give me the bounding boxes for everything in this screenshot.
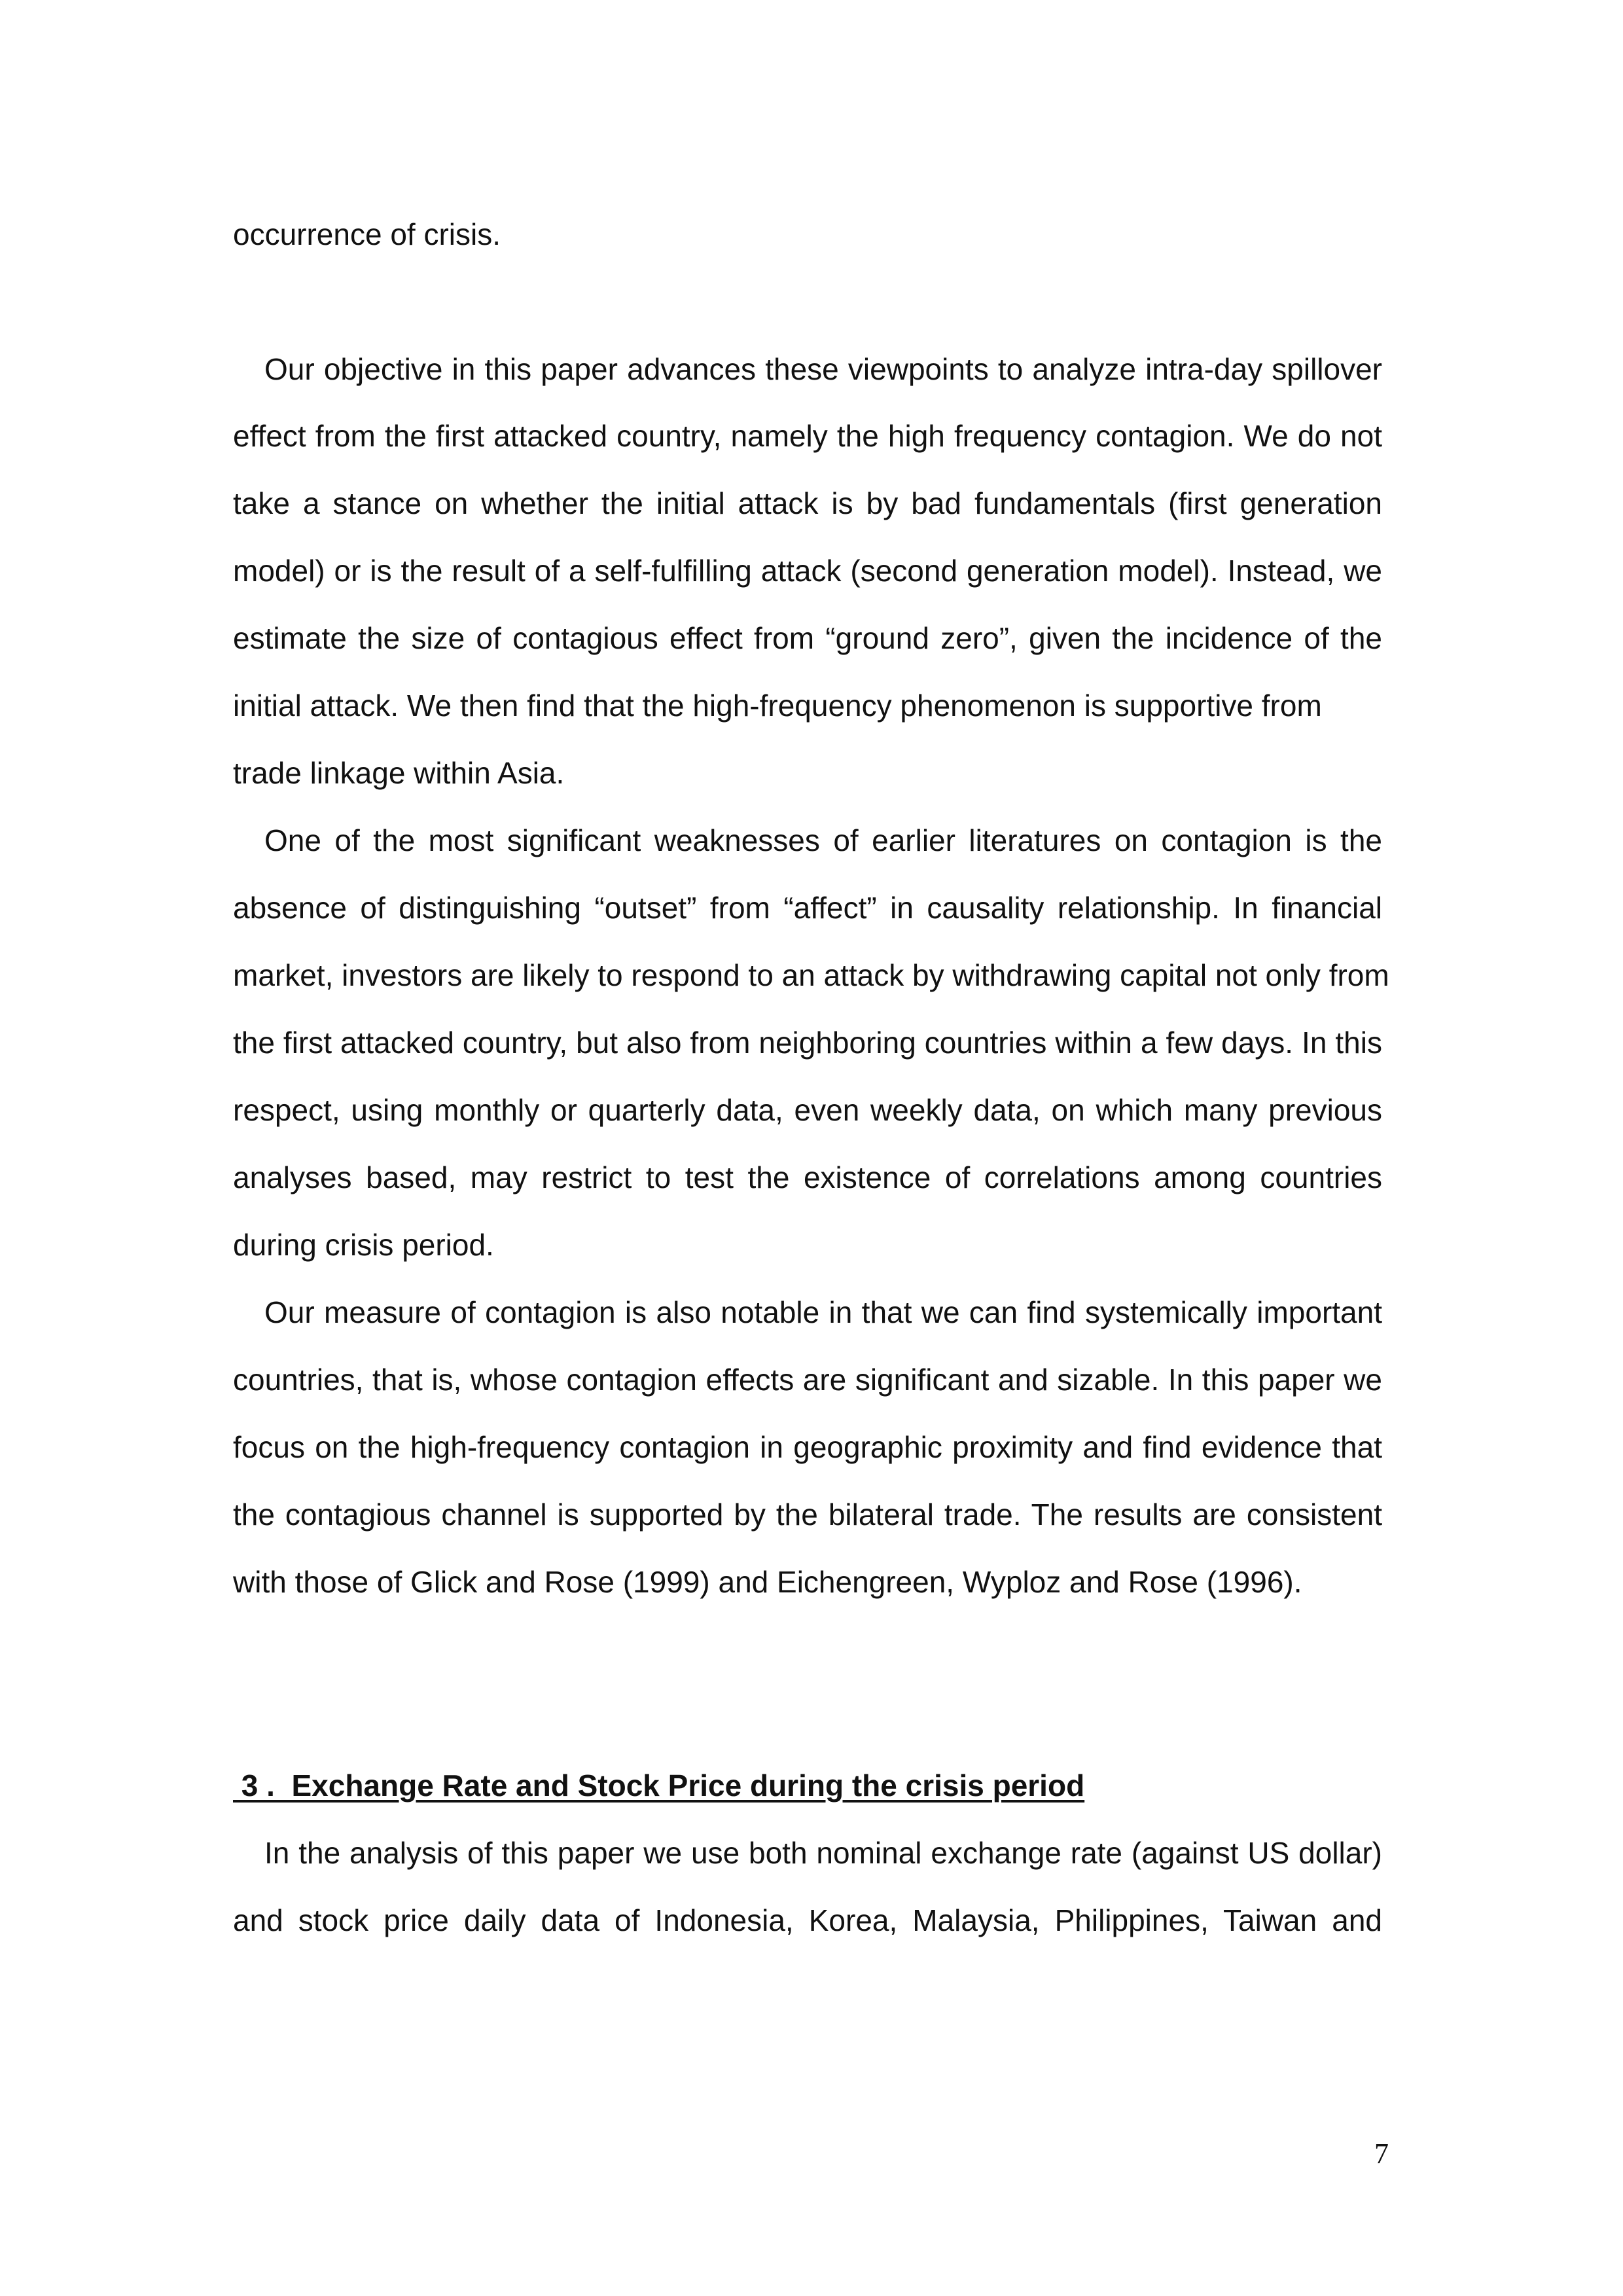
text-line: market, investors are likely to respond to an attack by withdrawing capital not only from [233, 958, 1389, 992]
text-line: Our objective in this paper advances these viewpoints to analyze intra-day spillover [264, 352, 1382, 386]
text-line: effect from the first attacked country, namely the high frequency contagion. We do not [233, 419, 1382, 453]
text-line: analyses based, may restrict to test the existence of correlations among countries [233, 1160, 1382, 1194]
text-line: focus on the high-frequency contagion in geographic proximity and find evidence that [233, 1430, 1382, 1464]
text-line: take a stance on whether the initial attack is by bad fundamentals (first generation [233, 486, 1382, 520]
text-line: the contagious channel is supported by the bilateral trade. The results are consistent [233, 1498, 1382, 1532]
text-line: during crisis period. [233, 1228, 494, 1262]
text-line: absence of distinguishing “outset” from “affect” in causality relationship. In financial [233, 891, 1382, 925]
text-line: the first attacked country, but also from neighboring countries within a few days. In this [233, 1026, 1382, 1060]
text-line: trade linkage within Asia. [233, 756, 565, 790]
text-line: and stock price daily data of Indonesia, Korea, Malaysia, Philippines, Taiwan and [233, 1903, 1382, 1937]
section-heading: 3 . Exchange Rate and Stock Price during the crisis period [233, 1768, 1085, 1803]
text-line: occurrence of crisis. [233, 217, 501, 251]
text-line: initial attack. We then find that the high-frequency phenomenon is supportive from [233, 689, 1322, 723]
text-line: One of the most significant weaknesses of earlier literatures on contagion is the [264, 823, 1382, 857]
text-line: model) or is the result of a self-fulfilling attack (second generation model). Instead, we [233, 554, 1382, 588]
text-line: with those of Glick and Rose (1999) and Eichengreen, Wyploz and Rose (1996). [233, 1565, 1302, 1599]
text-line: Our measure of contagion is also notable in that we can find systemically important [264, 1295, 1382, 1329]
text-line: estimate the size of contagious effect from “ground zero”, given the incidence of the [233, 621, 1382, 655]
text-line: respect, using monthly or quarterly data, even weekly data, on which many previous [233, 1093, 1382, 1127]
text-line: In the analysis of this paper we use both nominal exchange rate (against US dollar) [264, 1836, 1382, 1870]
page-number: 7 [1374, 2138, 1389, 2170]
text-line: countries, that is, whose contagion effects are significant and sizable. In this paper we [233, 1363, 1382, 1397]
